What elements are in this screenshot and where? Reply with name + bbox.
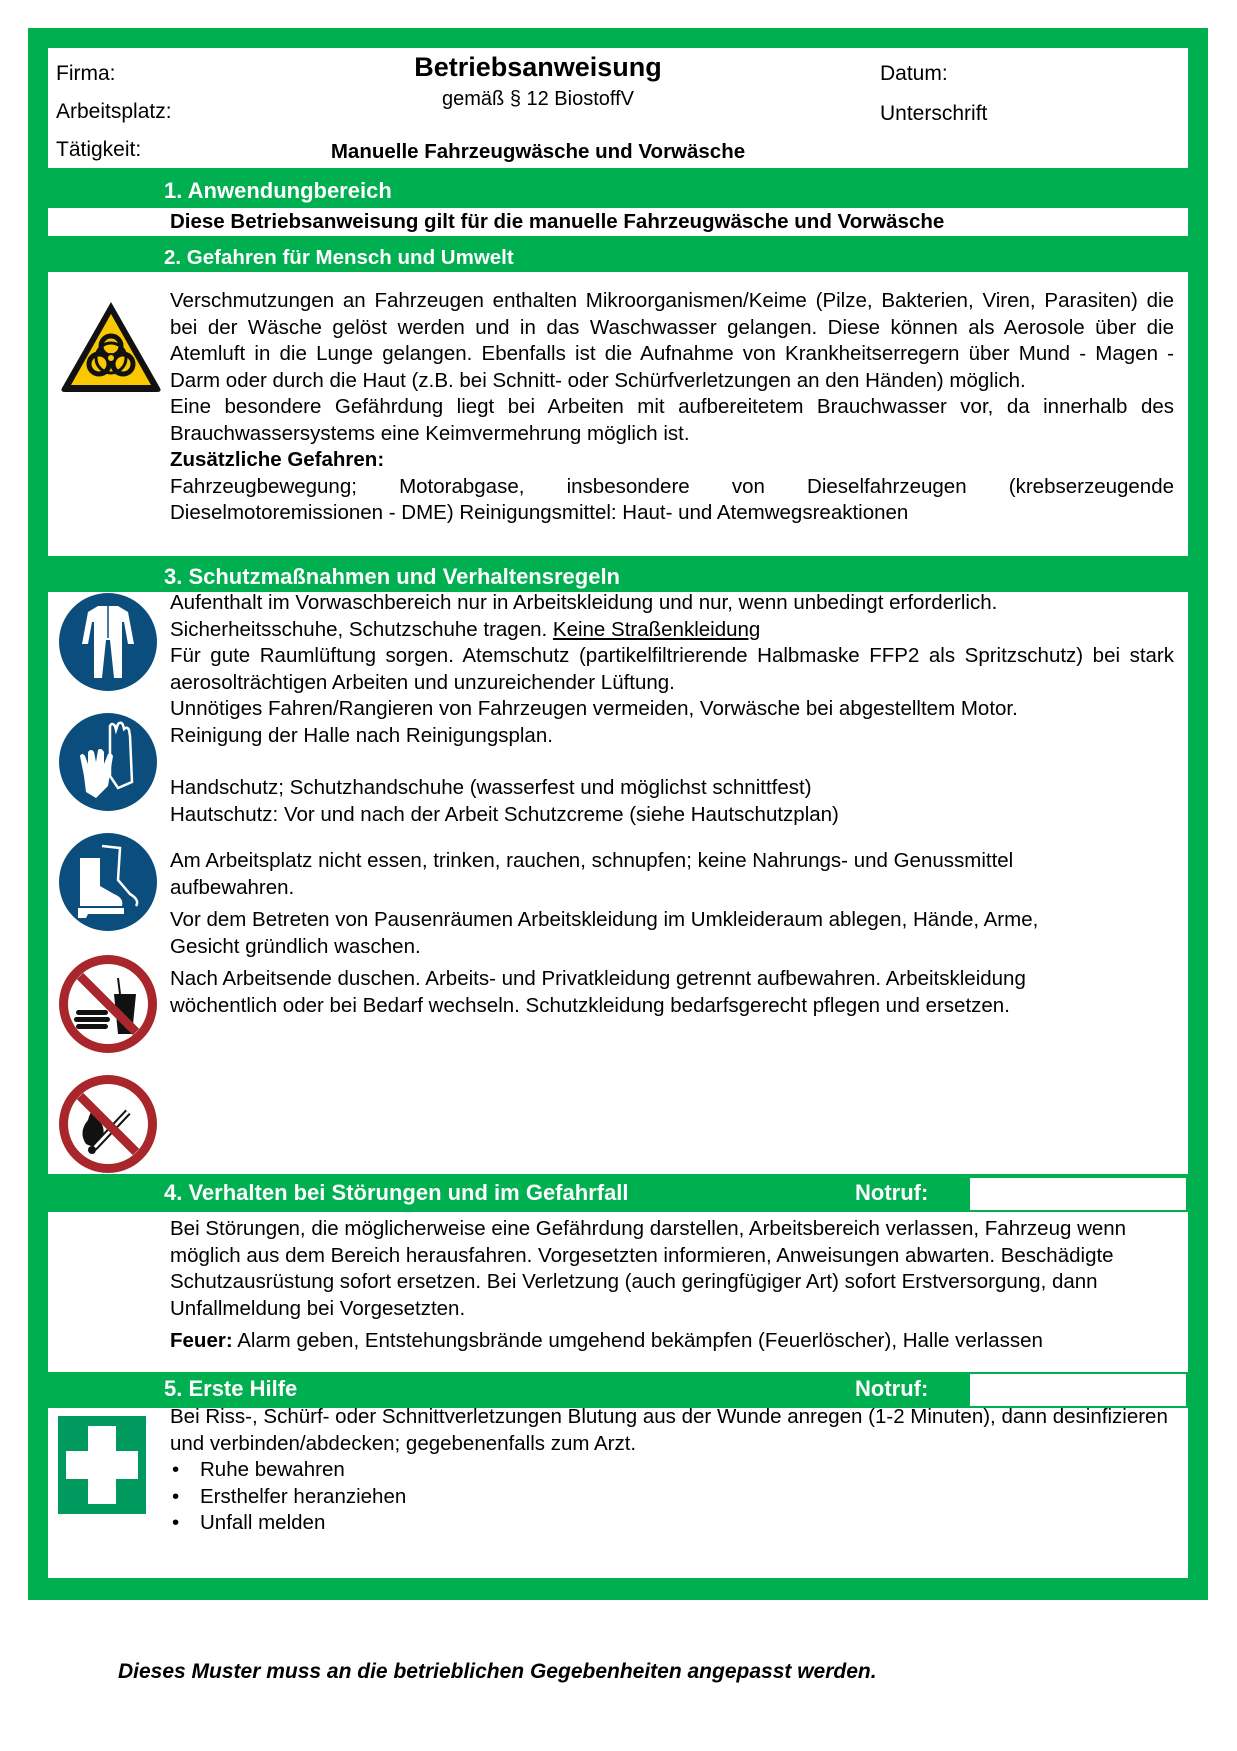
workplace-label: Arbeitsplatz: <box>56 100 172 123</box>
protective-clothing-icon <box>58 592 158 692</box>
incident-paragraph: Bei Störungen, die möglicherweise eine Gefährdung darstellen, Arbeitsbereich verlassen, Fahrzeug wenn möglich aus dem Bereich herausfahren. Vorgesetzten informieren, Anweisungen abwarten. Beschädigte Schutzausrüstung sofort ersetzen. Bei Verletzung (auch geringfügiger Art) sofort Erstversorgung, dann Unfallmeldung bei Vorgesetzten. <box>170 1217 1127 1320</box>
signature-label: Unterschrift <box>880 102 988 125</box>
company-label: Firma: <box>56 62 116 85</box>
section-3-body <box>48 592 1188 1174</box>
measures-line-5: Reinigung der Halle nach Reinigungsplan. <box>170 723 553 747</box>
section-1-text: Diese Betriebsanweisung gilt für die manuelle Fahrzeugwäsche und Vorwäsche <box>170 210 945 233</box>
skin-protection-line: Hautschutz: Vor und nach der Arbeit Schutzcreme (siehe Hautschutzplan) <box>170 802 839 826</box>
date-label: Datum: <box>880 62 948 85</box>
fire-paragraph <box>170 1328 1170 1355</box>
footer-note: Dieses Muster muss an die betrieblichen Gegebenheiten angepasst werden. <box>118 1660 877 1683</box>
list-item: • Ersthelfer heranziehen <box>170 1484 1174 1511</box>
first-aid-icon <box>58 1416 146 1514</box>
fire-text: Alarm geben, Entstehungsbrände umgehend bekämpfen (Feuerlöscher), Halle verlassen <box>232 1329 1043 1352</box>
no-open-flame-icon <box>58 1074 158 1174</box>
safety-boots-icon <box>58 832 158 932</box>
list-item: • Ruhe bewahren <box>170 1457 1174 1484</box>
fire-label: Feuer: <box>170 1329 233 1352</box>
document-title: Betriebsanweisung <box>414 52 662 82</box>
hazards-paragraph-2: Eine besondere Gefährdung liegt bei Arbeiten mit aufbereitetem Brauchwasser vor, da innerhalb des Brauchwassersystems eine Keimvermehrung möglich ist. <box>170 395 1174 445</box>
gloves-icon <box>58 712 158 812</box>
section-5-notruf-label: Notruf: <box>855 1376 929 1401</box>
hygiene-paragraph-3: Nach Arbeitsende duschen. Arbeits- und Privatkleidung getrennt aufbewahren. Arbeitskleidung wöchentlich oder bei Bedarf wechseln. Schutzkleidung bedarfsgerecht pflegen und ersetzen. <box>170 967 1026 1017</box>
first-aid-list <box>170 1457 1174 1537</box>
section-3-title: 3. Schutzmaßnahmen und Verhaltensregeln <box>164 564 620 589</box>
section-5-body <box>48 1405 1188 1578</box>
additional-hazards-title: Zusätzliche Gefahren: <box>170 448 385 471</box>
section-5-title: 5. Erste Hilfe <box>164 1376 298 1401</box>
activity-label: Tätigkeit: <box>56 138 142 161</box>
section-4-notruf-field[interactable] <box>968 1176 1188 1212</box>
additional-hazards-text: Fahrzeugbewegung; Motorabgase, insbesondere von Dieselfahrzeugen (krebserzeugende Dieselmotoremissionen - DME) Reinigungsmittel: Haut- und Atemwegsreaktionen <box>170 474 1174 524</box>
section-2-body <box>48 272 1188 556</box>
section-1-body <box>48 208 1188 236</box>
no-street-clothing-note: Keine Straßenkleidung <box>552 617 761 641</box>
list-item: • Unfall melden <box>170 1510 1174 1537</box>
document-subtitle: gemäß § 12 BiostoffV <box>442 88 634 110</box>
hand-protection-line: Handschutz; Schutzhandschuhe (wasserfest und möglichst schnittfest) <box>170 776 812 799</box>
section-4-title: 4. Verhalten bei Störungen und im Gefahrfall <box>164 1180 629 1205</box>
measures-line-4: Unnötiges Fahren/Rangieren von Fahrzeugen vermeiden, Vorwäsche bei abgestelltem Motor. <box>170 697 1018 720</box>
measures-line-1: Aufenthalt im Vorwaschbereich nur in Arbeitskleidung und nur, wenn unbedingt erforderlich. <box>170 591 998 614</box>
measures-line-3: Für gute Raumlüftung sorgen. Atemschutz (partikelfiltrierende Halbmaske FFP2 als Spritzschutz) bei stark aerosolträchtigen Arbeiten und unzureichender Lüftung. <box>170 644 1174 694</box>
section-5-notruf-field[interactable] <box>968 1372 1188 1408</box>
first-aid-paragraph: Bei Riss-, Schürf- oder Schnittverletzungen Blutung aus der Wunde anregen (1-2 Minuten), dann desinfizieren und verbinden/abdecken; gegebenenfalls zum Arzt. <box>170 1405 1168 1455</box>
activity-value: Manuelle Fahrzeugwäsche und Vorwäsche <box>330 140 746 163</box>
section-4-body <box>48 1212 1188 1372</box>
section-2-title: 2. Gefahren für Mensch und Umwelt <box>164 246 514 269</box>
section-1-title: 1. Anwendungbereich <box>164 178 392 203</box>
measures-line-2-text: Sicherheitsschuhe, Schutzschuhe tragen. <box>170 617 553 641</box>
hygiene-paragraph-1: Am Arbeitsplatz nicht essen, trinken, rauchen, schnupfen; keine Nahrungs- und Genussmittel aufbewahren. <box>170 849 1014 899</box>
section-4-notruf-label: Notruf: <box>855 1180 929 1205</box>
no-eating-drinking-icon <box>58 954 158 1054</box>
measures-line-2 <box>170 617 1174 644</box>
hazards-paragraph-1: Verschmutzungen an Fahrzeugen enthalten Mikroorganismen/Keime (Pilze, Bakterien, Viren, Parasiten) die bei der Wäsche gelöst werden und in das Waschwasser gelangen. Diese können als Aerosole über die Atemluft in die Lunge gelangen. Ebenfalls ist die Aufnahme von Krankheitserregern über Mund - Magen - Darm oder durch die Haut (z.B. bei Schnitt- oder Schürfverletzungen an den Händen) möglich. <box>170 289 1174 392</box>
hygiene-paragraph-2: Vor dem Betreten von Pausenräumen Arbeitskleidung im Umkleideraum ablegen, Hände, Arme, Gesicht gründlich waschen. <box>170 908 1039 958</box>
biohazard-warning-icon <box>58 298 164 394</box>
header-block <box>48 48 1188 168</box>
